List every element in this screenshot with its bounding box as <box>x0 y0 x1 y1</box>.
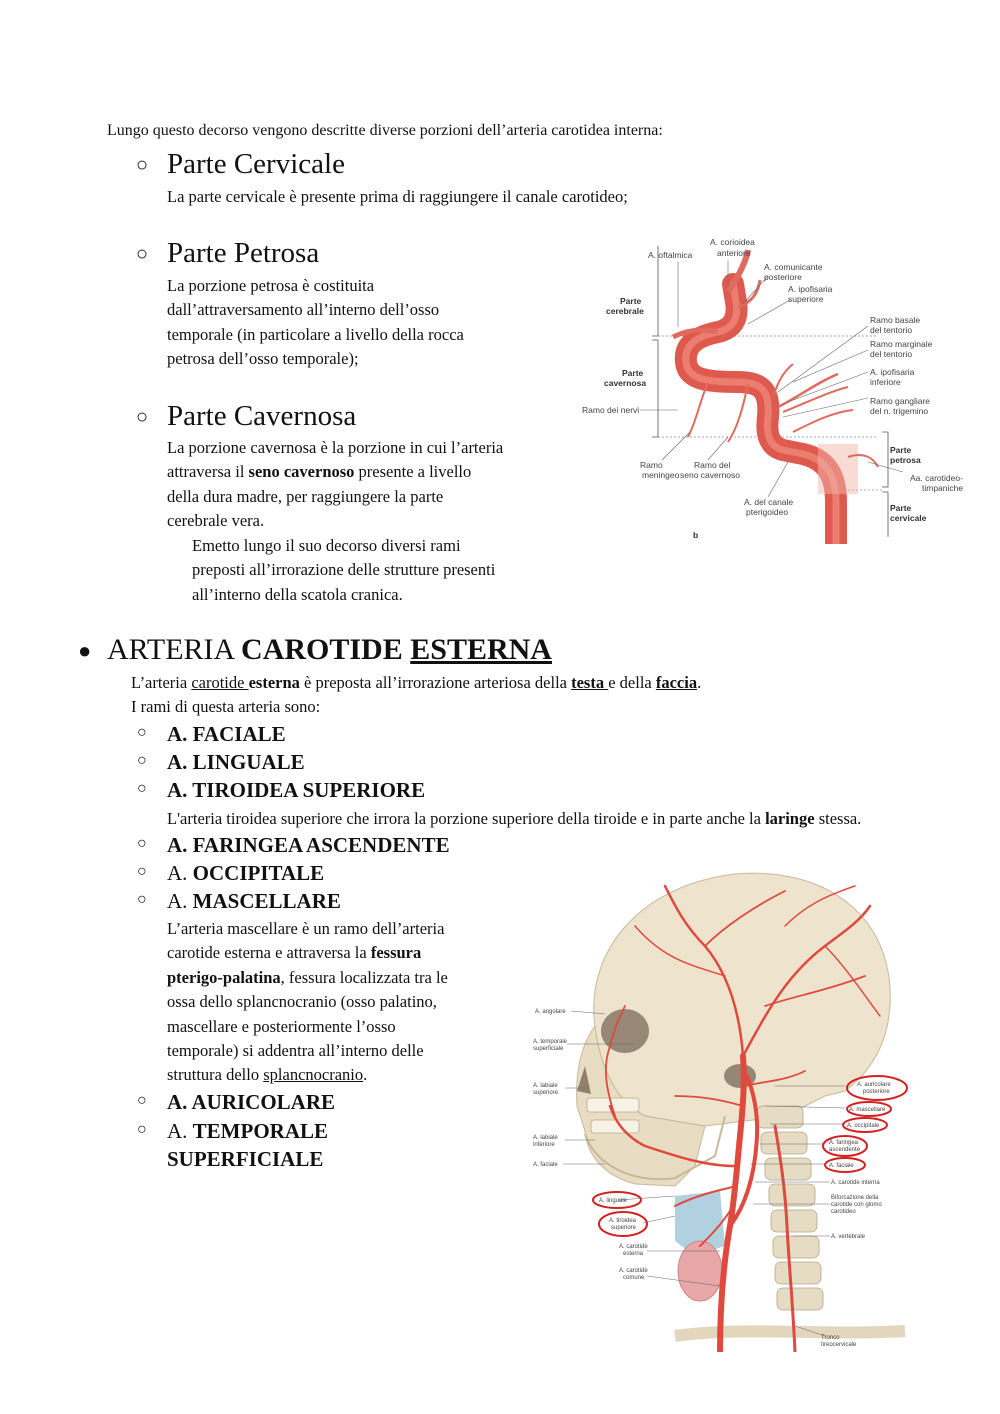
highlight-faringea <box>823 1136 867 1156</box>
svg-text:seno cavernoso: seno cavernoso <box>680 470 741 480</box>
text-esterna-desc: L’arteria carotide esterna è preposta all’irrorazione arteriosa della testa e della faccia. <box>131 673 702 692</box>
bullet-circle: ○ <box>137 891 147 908</box>
label-occipitale: A. occipitale <box>847 1123 880 1129</box>
heading-parte-cervicale: Parte Cervicale <box>167 148 345 180</box>
svg-text:cavernosa: cavernosa <box>604 378 647 388</box>
svg-text:anteriore: anteriore <box>717 248 751 258</box>
label-comunicante: A. comunicante <box>764 262 823 272</box>
label-pterigoideo: A. del canale <box>744 497 794 507</box>
svg-text:posteriore: posteriore <box>863 1089 890 1095</box>
label-gangliare: Ramo gangliare <box>870 396 931 406</box>
svg-text:timpaniche: timpaniche <box>922 483 964 493</box>
label-parte-cavernosa: Parte <box>622 368 644 378</box>
svg-text:pterigoideo: pterigoideo <box>746 507 789 517</box>
label-mascellare: A. mascellare <box>849 1107 886 1113</box>
label-labiale-sup: A. labiale <box>533 1083 558 1089</box>
bullet-circle: ○ <box>137 752 147 769</box>
bullet-circle: ○ <box>137 835 147 852</box>
label-meningeo: Ramo <box>640 460 663 470</box>
svg-text:tireocervicale: tireocervicale <box>821 1342 857 1348</box>
heading-arteria-carotide-esterna: ARTERIA CAROTIDE ESTERNA <box>107 633 552 666</box>
svg-text:superiore: superiore <box>533 1090 559 1096</box>
svg-text:esterna: esterna <box>623 1251 644 1257</box>
bullet-circle: ○ <box>136 154 149 176</box>
svg-text:del tentorio: del tentorio <box>870 349 913 359</box>
bullet-circle: ○ <box>137 1121 147 1138</box>
label-ipofisaria-inf: A. ipofisaria <box>870 367 915 377</box>
text-rami-intro: I rami di questa arteria sono: <box>131 697 321 716</box>
bullet-circle: ○ <box>136 406 149 428</box>
label-parte-cervicale: Parte <box>890 503 912 513</box>
bullet-circle: ○ <box>136 243 149 265</box>
item-linguale: A. LINGUALE <box>167 750 305 774</box>
label-angolare: A. angolare <box>535 1009 566 1015</box>
bullet-circle: ○ <box>137 780 147 797</box>
label-timpaniche: Aa. carotideo- <box>910 473 963 483</box>
label-oftalmica: A. oftalmica <box>648 250 693 260</box>
text-cavernosa: La porzione cavernosa è la porzione in cui l’arteria attraversa il seno cavernoso presente a livello della dura madre, per raggiungere la parte cerebrale vera. <box>167 438 504 531</box>
svg-text:petrosa: petrosa <box>890 455 921 465</box>
label-faringea: A. faringea <box>829 1140 859 1146</box>
label-ipofisaria-sup: A. ipofisaria <box>788 284 833 294</box>
heading-parte-petrosa: Parte Petrosa <box>167 237 320 269</box>
svg-text:meningeo: meningeo <box>642 470 680 480</box>
highlight-auricolare <box>847 1076 907 1100</box>
figure-carotide-interna <box>578 232 970 544</box>
label-panel-b: b <box>693 530 699 540</box>
item-mascellare: A. MASCELLARE <box>167 889 341 913</box>
svg-text:cervicale: cervicale <box>890 513 927 523</box>
label-temporale-sup: A. temporale <box>533 1039 568 1045</box>
svg-text:del n. trigemino: del n. trigemino <box>870 406 929 416</box>
item-occipitale: A. OCCIPITALE <box>167 861 325 885</box>
bullet-circle: ○ <box>137 863 147 880</box>
figure-cranio-carotide-esterna <box>525 866 925 1352</box>
svg-text:carotide con glomo: carotide con glomo <box>831 1202 882 1208</box>
text-cervicale: La parte cervicale è presente prima di raggiungere il canale carotideo; <box>167 187 628 206</box>
label-labiale-inf: A. labiale <box>533 1135 558 1141</box>
svg-text:del tentorio: del tentorio <box>870 325 913 335</box>
label-carotide-esterna: A. carotide <box>619 1244 648 1250</box>
svg-text:superficiale: superficiale <box>533 1046 564 1052</box>
svg-text:ascendente: ascendente <box>829 1147 861 1153</box>
svg-text:carotideo: carotideo <box>831 1209 856 1215</box>
label-ramo-nervi: Ramo dei nervi <box>582 405 640 415</box>
label-seno-cavernoso: Ramo del <box>694 460 731 470</box>
text-tiroidea-desc: L'arteria tiroidea superiore che irrora la porzione superiore della tiroide e in parte anche la laringe stessa. <box>167 809 862 828</box>
svg-text:inferiore: inferiore <box>533 1142 555 1148</box>
item-faringea: A. FARINGEA ASCENDENTE <box>167 833 450 857</box>
label-parte-cerebrale: Parte <box>620 296 642 306</box>
label-parte-petrosa: Parte <box>890 445 912 455</box>
label-carotide-interna: A. carotide interna <box>831 1180 880 1186</box>
item-faciale: A. FACIALE <box>167 722 286 746</box>
bullet-circle: ○ <box>137 1092 147 1109</box>
label-corioidea: A. corioidea <box>710 237 755 247</box>
svg-text:superiore: superiore <box>788 294 824 304</box>
svg-text:inferiore: inferiore <box>870 377 901 387</box>
svg-text:comune: comune <box>623 1275 645 1281</box>
svg-text:cerebrale: cerebrale <box>606 306 644 316</box>
text-cavernosa-rami: Emetto lungo il suo decorso diversi rami preposti all’irrorazione delle strutture presenti all’interno della scatola cranica. <box>192 536 496 604</box>
intro-text: Lungo questo decorso vengono descritte diverse porzioni dell’arteria carotidea interna: <box>107 122 663 139</box>
label-linguale: A. linguale <box>599 1198 628 1204</box>
heading-parte-cavernosa: Parte Cavernosa <box>167 400 357 432</box>
svg-text:posteriore: posteriore <box>764 272 802 282</box>
label-tronco: Tronco <box>821 1335 840 1341</box>
label-tiroidea: A. tiroidea <box>609 1218 637 1224</box>
svg-text:superiore: superiore <box>611 1225 637 1231</box>
item-auricolare: A. AURICOLARE <box>167 1090 336 1114</box>
label-faciale-left: A. faciale <box>533 1162 558 1168</box>
item-temporale: A. TEMPORALE SUPERFICIALE <box>167 1119 329 1171</box>
label-vertebrale: A. vertebrale <box>831 1234 866 1240</box>
highlight-tiroidea <box>599 1212 647 1236</box>
label-marginale: Ramo marginale <box>870 339 933 349</box>
text-petrosa: La porzione petrosa è costituita dall’attraversamento all’interno dell’osso temporale (in particolare a livello della rocca petrosa dell’osso temporale); <box>167 276 464 369</box>
label-faciale-right: A. faciale <box>829 1163 854 1169</box>
label-auricolare: A. auricolare <box>857 1082 891 1088</box>
bullet-circle: ○ <box>137 724 147 741</box>
label-basale: Ramo basale <box>870 315 921 325</box>
label-biforcazione: Biforcazione della <box>831 1195 879 1201</box>
text-mascellare-desc: L’arteria mascellare è un ramo dell’arteria carotide esterna e attraversa la fessura pterigo-palatina, fessura localizzata tra le ossa dello splancnocranio (osso palatino, mascellare e posteriormente l’osso temporale) si addentra all’interno delle struttura dello splancnocranio. <box>167 919 448 1085</box>
label-carotide-comune: A. carotide <box>619 1268 648 1274</box>
bullet-filled: ● <box>78 638 92 663</box>
item-tiroidea: A. TIROIDEA SUPERIORE <box>167 778 426 802</box>
